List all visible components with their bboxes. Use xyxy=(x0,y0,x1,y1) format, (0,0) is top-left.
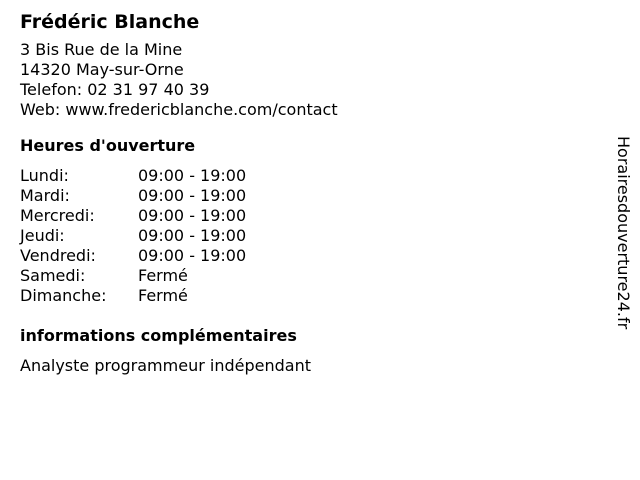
hours-day: Dimanche: xyxy=(20,286,107,305)
hours-row xyxy=(20,186,246,206)
hours-heading: Heures d'ouverture xyxy=(20,136,196,155)
hours-time: 09:00 - 19:00 xyxy=(138,186,247,205)
hours-row xyxy=(20,246,246,266)
hours-row xyxy=(20,206,246,226)
address-city: 14320 May-sur-Orne xyxy=(20,60,184,79)
hours-row xyxy=(20,166,246,186)
hours-day: Jeudi: xyxy=(20,226,65,245)
address-street: 3 Bis Rue de la Mine xyxy=(20,40,183,59)
info-heading: informations complémentaires xyxy=(20,326,297,345)
hours-day: Lundi: xyxy=(20,166,69,185)
info-text: Analyste programmeur indépendant xyxy=(20,356,311,375)
site-watermark: Horairesdouverture24.fr xyxy=(614,136,633,330)
hours-time: Fermé xyxy=(138,266,188,285)
hours-time: Fermé xyxy=(138,286,188,305)
hours-day: Vendredi: xyxy=(20,246,96,265)
hours-time: 09:00 - 19:00 xyxy=(138,226,247,245)
hours-time: 09:00 - 19:00 xyxy=(138,166,247,185)
hours-time: 09:00 - 19:00 xyxy=(138,246,247,265)
website: Web: www.fredericblanche.com/contact xyxy=(20,100,338,119)
hours-day: Mardi: xyxy=(20,186,70,205)
business-name: Frédéric Blanche xyxy=(20,11,200,33)
business-card xyxy=(20,8,600,376)
hours-row xyxy=(20,286,246,306)
hours-day: Mercredi: xyxy=(20,206,95,225)
hours-row xyxy=(20,266,246,286)
hours-time: 09:00 - 19:00 xyxy=(138,206,247,225)
phone-number: Telefon: 02 31 97 40 39 xyxy=(20,80,210,99)
hours-row xyxy=(20,226,246,246)
hours-day: Samedi: xyxy=(20,266,86,285)
hours-table xyxy=(20,166,246,306)
